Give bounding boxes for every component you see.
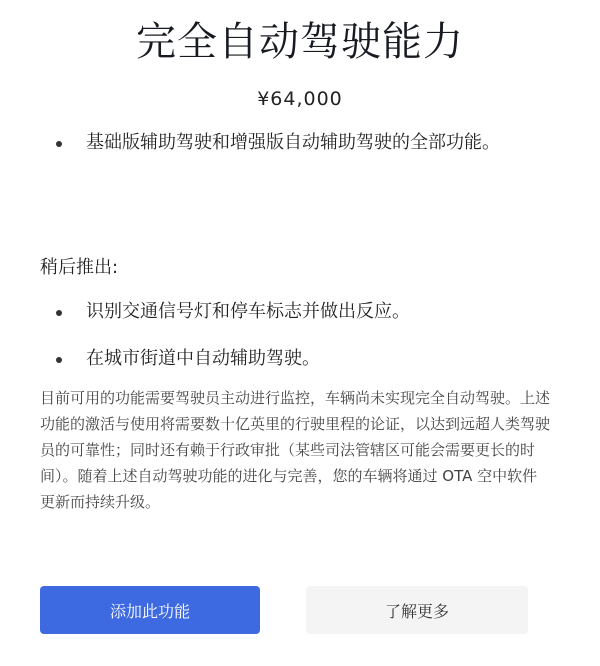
bullet-dot-icon <box>56 141 62 147</box>
coming-later-heading: 稍后推出: <box>40 257 119 278</box>
bullet-dot-icon <box>56 310 62 316</box>
bullet-dot-icon <box>56 357 62 363</box>
learn-more-button[interactable]: 了解更多 <box>306 586 528 634</box>
disclaimer-text: 目前可用的功能需要驾驶员主动进行监控，车辆尚未实现完全自动驾驶。上述功能的激活与使用将需要数十亿英里的行驶里程的论证，以达到远超人类驾驶员的可靠性；同时还有赖于行政审批（某些司法管辖区可能会需要更长的时间）。随着上述自动驾驶功能的进化与完善，您的车辆将通过 OTA 空中软件更新而持续升级。 <box>40 389 551 511</box>
feature-item-text: 基础版辅助驾驶和增强版自动辅助驾驶的全部功能。 <box>86 132 500 153</box>
page-title: 完全自动驾驶能力 <box>136 19 464 65</box>
add-feature-button[interactable]: 添加此功能 <box>40 586 260 634</box>
coming-later-item-text: 识别交通信号灯和停车标志并做出反应。 <box>86 301 410 322</box>
coming-later-item <box>40 296 560 328</box>
price: ¥64,000 <box>257 88 343 110</box>
coming-later-list <box>40 296 560 390</box>
coming-later-item <box>40 343 560 375</box>
coming-later-item-text: 在城市街道中自动辅助驾驶。 <box>86 348 320 369</box>
feature-item <box>40 127 560 159</box>
feature-list <box>40 127 560 159</box>
